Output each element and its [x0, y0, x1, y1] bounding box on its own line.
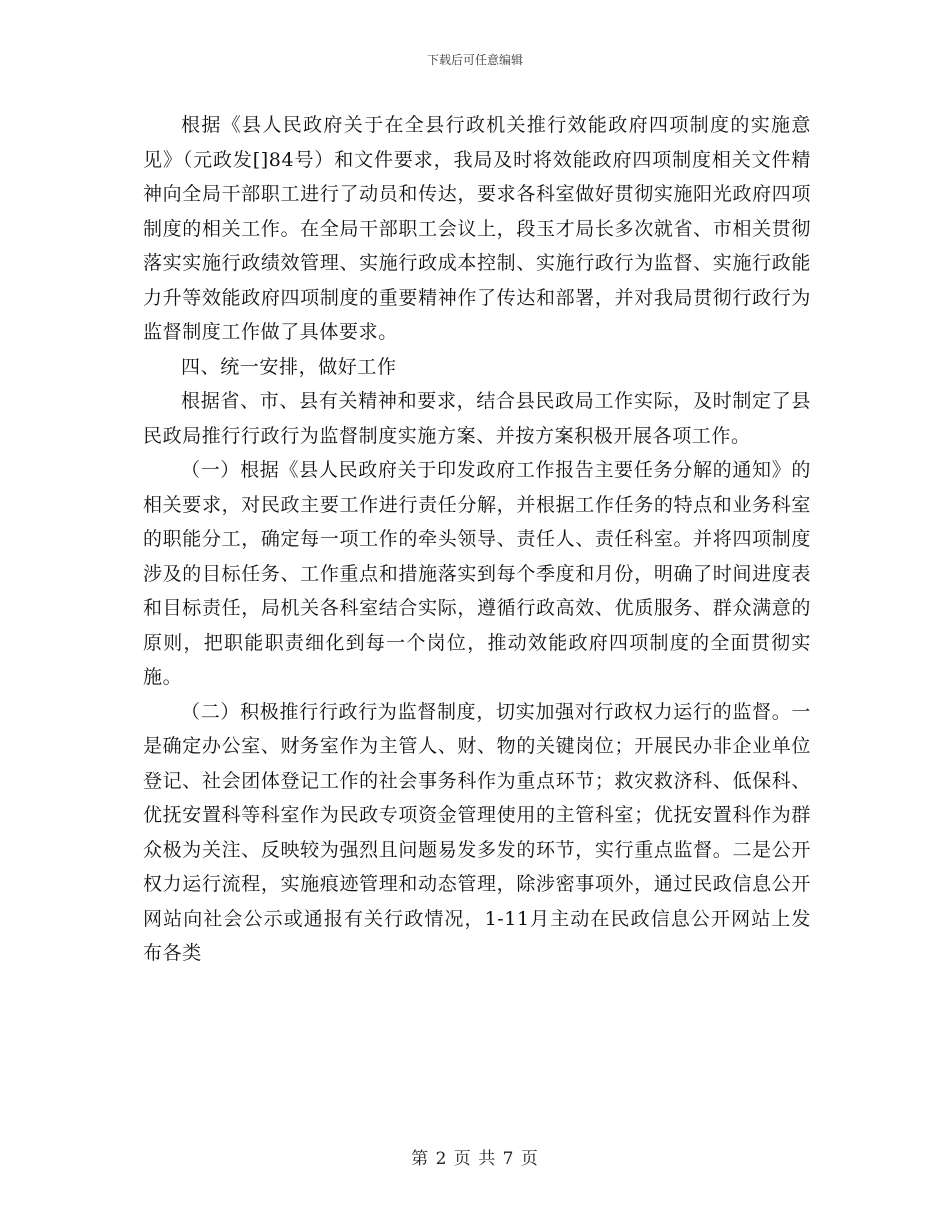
- page-number-footer: 第 2 页 共 7 页: [411, 1149, 539, 1169]
- paragraph-implementation-opinion: 根据《县人民政府关于在全县行政机关推行效能政府四项制度的实施意见》（元政发[]84号）和文件要求，我局及时将效能政府四项制度相关文件精神向全局干部职工进行了动员和传达，要求各科室做好贯彻实施阳光政府四项制度的相关工作。在全局干部职工会议上，段玉才局长多次就省、市相关贯彻落实实施行政绩效管理、实施行政成本控制、实施行政行为监督、实施行政能力升等效能政府四项制度的重要精神作了传达和部署，并对我局贯彻行政行为监督制度工作做了具体要求。: [143, 114, 811, 343]
- document-body: [143, 108, 811, 971]
- paragraph-supervision-system: （二）积极推行行政行为监督制度，切实加强对行政权力运行的监督。一是确定办公室、财务室作为主管人、财、物的关键岗位；开展民办非企业单位登记、社会团体登记工作的社会事务科作为重点环节；救灾救济科、低保科、优抚安置科等科室作为民政专项资金管理使用的主管科室；优抚安置科作为群众极为关注、反映较为强烈且问题易发多发的环节，实行重点监督。二是公开权力运行流程，实施痕迹管理和动态管理，除涉密事项外，通过民政信息公开网站向社会公示或通报有关行政情况，1-11月主动在民政信息公开网站上发布各类: [143, 700, 811, 964]
- paragraph-implementation-plan: 根据省、市、县有关精神和要求，结合县民政局工作实际，及时制定了县民政局推行行政行为监督制度实施方案、并按方案积极开展各项工作。: [143, 390, 811, 447]
- header-note: 下载后可任意编辑: [426, 53, 523, 67]
- section-heading-unified-arrangement: 四、统一安排，做好工作: [181, 355, 397, 378]
- paragraph-task-decomposition: （一）根据《县人民政府关于印发政府工作报告主要任务分解的通知》的相关要求，对民政主要工作进行责任分解，并根据工作任务的特点和业务科室的职能分工，确定每一项工作的牵头领导、责任人、责任科室。并将四项制度涉及的目标任务、工作重点和措施落实到每个季度和月份，明确了时间进度表和目标责任，局机关各科室结合实际，遵循行政高效、优质服务、群众满意的原则，把职能职责细化到每一个岗位，推动效能政府四项制度的全面贯彻实施。: [143, 459, 811, 688]
